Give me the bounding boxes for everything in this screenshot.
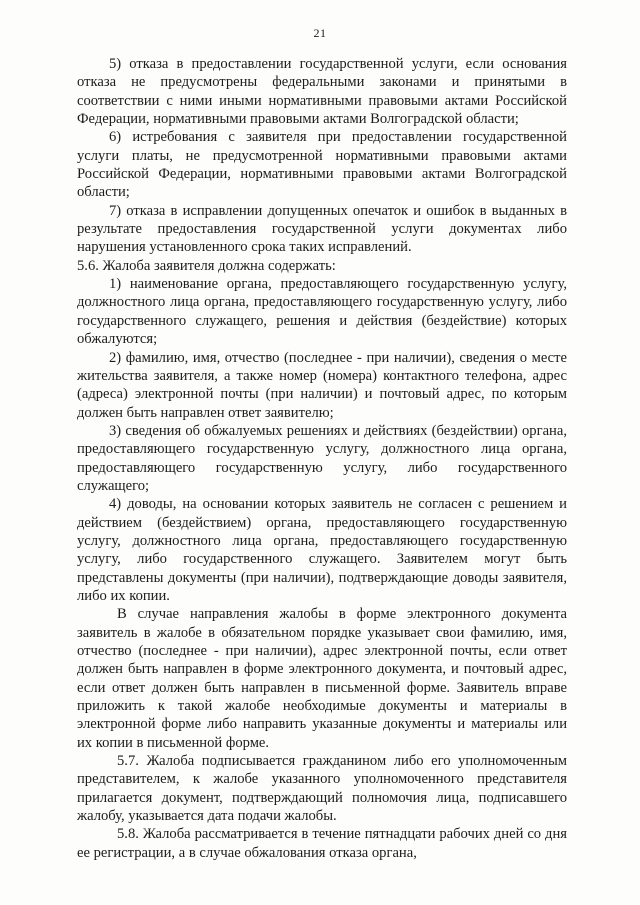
document-body — [77, 55, 567, 862]
paragraph-electronic-complaint: В случае направления жалобы в форме электронного документа заявитель в жалобе в обязательном порядке указывает свои фамилию, имя, отчество (последнее - при наличии), адрес электронной почты, если ответ должен быть направлен в форме электронного документа, и почтовый адрес, если ответ должен быть направлен в письменной форме. Заявитель вправе приложить к такой жалобе необходимые документы и материалы в электронной форме либо направить указанные документы и материалы или их копии в письменной форме. — [77, 606, 567, 751]
page-number: 21 — [313, 26, 327, 40]
paragraph-point-4: 4) доводы, на основании которых заявитель не согласен с решением и действием (бездействием) органа, предоставляющего государственную услугу, должностного лица органа, предоставляющего государственную услугу, либо государственного служащего. Заявителем могут быть представлены документы (при наличии), подтверждающие доводы заявителя, либо их копии. — [77, 496, 567, 604]
paragraph-section-5-7: 5.7. Жалоба подписывается гражданином либо его уполномоченным представителем, к жалобе указанного уполномоченного представителя прилагается документ, подтверждающий полномочия лица, подписавшего жалобу, указывается дата подачи жалобы. — [77, 753, 567, 825]
paragraph-item-5: 5) отказа в предоставлении государственной услуги, если основания отказа не предусмотрены федеральными законами и принятыми в соответствии с ними иными нормативными правовыми актами Российской Федерации, нормативными правовыми актами Волгоградской области; — [77, 56, 567, 128]
paragraph-point-3: 3) сведения об обжалуемых решениях и действиях (бездействии) органа, предоставляющего государственную услугу, должностного лица органа, предоставляющего государственную услугу, либо государственного служащего; — [77, 422, 567, 494]
paragraph-section-5-8: 5.8. Жалоба рассматривается в течение пятнадцати рабочих дней со дня ее регистрации, а в случае обжалования отказа органа, — [77, 826, 567, 861]
paragraph-point-1: 1) наименование органа, предоставляющего государственную услугу, должностного лица органа, предоставляющего государственную услугу, либо государственного служащего, решения и действия (бездействие) которых обжалуются; — [77, 276, 567, 348]
paragraph-point-2: 2) фамилию, имя, отчество (последнее - при наличии), сведения о месте жительства заявителя, а также номер (номера) контактного телефона, адрес (адреса) электронной почты (при наличии) и почтовый адрес, по которым должен быть направлен ответ заявителю; — [77, 349, 567, 421]
paragraph-item-7: 7) отказа в исправлении допущенных опечаток и ошибок в выданных в результате предоставления государственной услуги документах либо нарушения установленного срока таких исправлений. — [77, 202, 567, 256]
paragraph-section-5-6: 5.6. Жалоба заявителя должна содержать: — [77, 257, 336, 274]
paragraph-item-6: 6) истребования с заявителя при предоставлении государственной услуги платы, не предусмотренной нормативными правовыми актами Российской Федерации, нормативными правовыми актами Волгоградской области; — [77, 129, 567, 201]
